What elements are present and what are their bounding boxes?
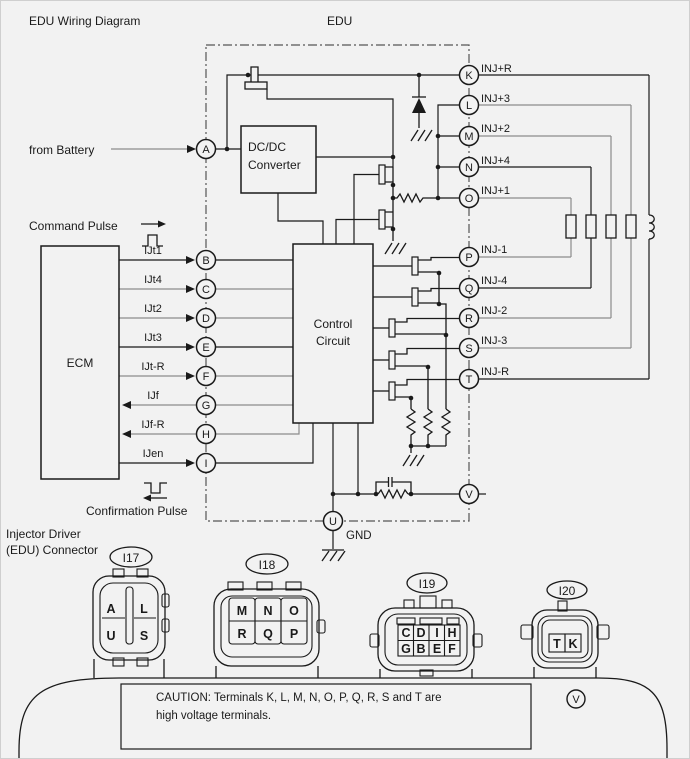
confirmation-pulse-glyph <box>143 483 167 502</box>
pin-label: I <box>435 626 439 640</box>
ecm-block <box>41 246 119 479</box>
svg-text:INJ+2: INJ+2 <box>481 123 511 135</box>
svg-text:A: A <box>202 144 210 156</box>
battery-switch-transistor <box>245 67 267 89</box>
ground-icon <box>403 455 424 466</box>
ground-icon <box>385 243 406 254</box>
svg-text:INJ-4: INJ-4 <box>481 275 508 287</box>
control-label-line1: Control <box>313 317 353 331</box>
diagram-canvas <box>1 1 690 759</box>
pin-label: U <box>106 629 116 643</box>
svg-text:IJt4: IJt4 <box>144 274 162 286</box>
connector-i20 <box>521 581 609 668</box>
supply-resistor <box>393 194 438 202</box>
supply-fet-a <box>379 165 393 184</box>
control-circuit-block <box>293 244 373 423</box>
pin-label: R <box>237 627 247 641</box>
rc-network <box>376 477 411 498</box>
connector-i19-id: I19 <box>418 577 436 591</box>
svg-text:INJ+1: INJ+1 <box>481 185 511 197</box>
flyback-diode <box>411 75 432 141</box>
svg-text:IJf-R: IJf-R <box>141 419 165 431</box>
svg-text:INJ-1: INJ-1 <box>481 244 508 256</box>
control-label-line2: Circuit <box>315 334 351 348</box>
connector-caption-line2: (EDU) Connector <box>6 543 99 557</box>
connector-i20-id: I20 <box>558 584 576 598</box>
pin-label: L <box>140 602 148 616</box>
gnd-label: GND <box>346 530 372 542</box>
dcdc-label-line1: DC/DC <box>248 140 286 154</box>
pin-label: E <box>432 642 442 656</box>
ecm-signal-labels <box>141 245 164 460</box>
svg-text:Q: Q <box>464 283 474 295</box>
svg-text:INJ+R: INJ+R <box>481 63 512 75</box>
svg-text:C: C <box>202 284 210 296</box>
sense-resistors <box>403 409 450 466</box>
svg-text:INJ-3: INJ-3 <box>481 335 508 347</box>
ground-icon <box>411 130 432 141</box>
svg-text:T: T <box>465 374 473 386</box>
svg-text:K: K <box>465 70 473 82</box>
svg-text:INJ+3: INJ+3 <box>481 93 511 105</box>
pin-label: T <box>553 637 561 651</box>
svg-text:E: E <box>202 342 210 354</box>
injector-loads <box>566 215 654 239</box>
supply-fet-b <box>379 210 393 229</box>
connector-stems <box>94 659 596 678</box>
pin-label: A <box>106 602 116 616</box>
svg-text:R: R <box>465 313 473 325</box>
pin-label: C <box>401 626 411 640</box>
connector-i19 <box>370 573 482 676</box>
connector-i17 <box>93 547 169 666</box>
svg-text:S: S <box>465 343 473 355</box>
svg-text:N: N <box>465 162 473 174</box>
pin-label: P <box>289 627 299 641</box>
dcdc-converter-block <box>241 126 316 193</box>
page-title: EDU Wiring Diagram <box>29 14 141 28</box>
svg-text:L: L <box>465 100 473 112</box>
svg-text:V: V <box>465 489 473 501</box>
svg-text:U: U <box>329 516 337 528</box>
confirmation-pulse-label: Confirmation Pulse <box>86 504 188 518</box>
svg-text:B: B <box>202 255 210 267</box>
svg-text:INJ+4: INJ+4 <box>481 155 511 167</box>
pin-label: S <box>139 629 149 643</box>
edu-box-label: EDU <box>327 14 353 28</box>
svg-text:M: M <box>464 131 474 143</box>
svg-text:V: V <box>572 694 580 706</box>
svg-text:IJt-R: IJt-R <box>141 361 165 373</box>
svg-text:IJt2: IJt2 <box>144 303 162 315</box>
ecm-label: ECM <box>66 356 94 370</box>
pin-label: B <box>416 642 426 656</box>
pin-label: Q <box>263 627 273 641</box>
pin-label: N <box>263 604 273 618</box>
caution-line2: high voltage terminals. <box>156 710 272 722</box>
connector-i18 <box>214 554 325 666</box>
connector-i17-id: I17 <box>122 551 140 565</box>
pin-label: M <box>236 604 248 618</box>
svg-text:F: F <box>202 371 210 383</box>
dcdc-label-line2: Converter <box>248 158 301 172</box>
connector-caption-line1: Injector Driver <box>6 527 81 541</box>
bolt-terminal-v <box>567 690 585 708</box>
pin-label: F <box>448 642 456 656</box>
pin-label: K <box>568 637 578 651</box>
command-pulse-glyph <box>141 221 166 247</box>
from-battery-label: from Battery <box>29 143 95 157</box>
injector-signal-labels <box>481 63 512 378</box>
svg-text:P: P <box>465 252 473 264</box>
ground-icon <box>322 550 345 561</box>
caution-note <box>121 684 531 749</box>
svg-text:G: G <box>201 400 211 412</box>
svg-text:I: I <box>204 458 208 470</box>
command-pulse-label: Command Pulse <box>29 219 118 233</box>
svg-text:D: D <box>202 313 210 325</box>
pin-label: D <box>416 626 426 640</box>
connector-i18-id: I18 <box>258 558 276 572</box>
svg-text:INJ-R: INJ-R <box>481 366 510 378</box>
svg-text:INJ-2: INJ-2 <box>481 305 508 317</box>
caution-line1: CAUTION: Terminals K, L, M, N, O, P, Q, R, S and T are <box>156 692 442 704</box>
pin-label: H <box>447 626 457 640</box>
svg-text:IJf: IJf <box>147 390 159 402</box>
svg-text:IJt1: IJt1 <box>144 245 162 257</box>
pin-label: O <box>289 604 299 618</box>
coil-icon <box>649 215 654 239</box>
pin-label: G <box>401 642 411 656</box>
svg-text:IJen: IJen <box>142 448 164 460</box>
svg-text:O: O <box>464 193 474 205</box>
svg-text:H: H <box>202 429 210 441</box>
svg-text:IJt3: IJt3 <box>144 332 162 344</box>
